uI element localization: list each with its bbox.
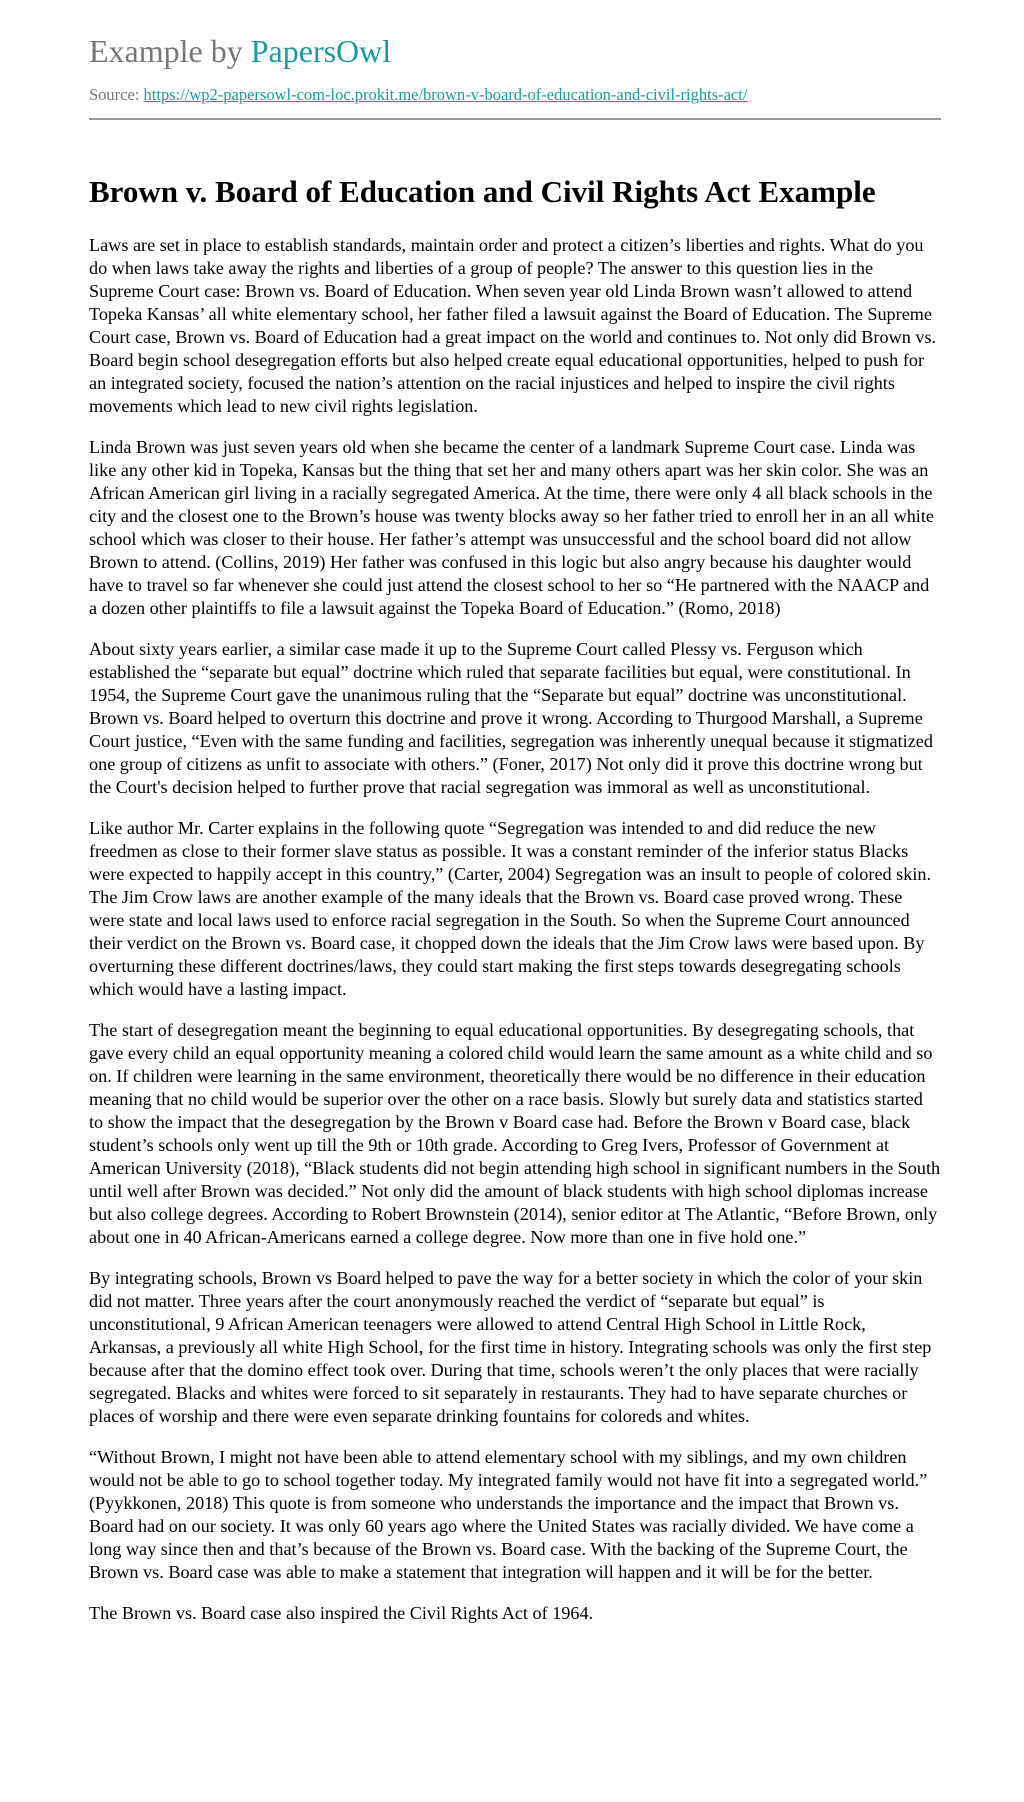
paragraph: Linda Brown was just seven years old when she became the center of a landmark Supreme Court case. Linda was like any other kid in Topeka, Kansas but the thing that set her and many others apart was her skin color. She was an African American girl living in a racially segregated America. At the time, there were only 4 all black schools in the city and the closest one to the Brown’s house was twenty blocks away so her father tried to enroll her in an all white school which was closer to their house. Her father’s attempt was unsuccessful and the school board did not allow Brown to attend. (Collins, 2019) Her father was confused in this logic but also angry because his daughter would have to travel so far whenever she could just attend the closest school to her so “He partnered with the NAACP and a dozen other plaintiffs to file a lawsuit against the Topeka Board of Education.” (Romo, 2018) [89,437,934,618]
brand-heading [89,0,941,70]
paragraph: The start of desegregation meant the beginning to equal educational opportunities. By desegregating schools, that gave every child an equal opportunity meaning a colored child would learn the same amount as a white child and so on. If children were learning in the same environment, theoretically there would be no difference in their education meaning that no child would be superior over the other on a race basis. Slowly but surely data and statistics started to show the impact that the desegregation by the Brown v Board case had. Before the Brown v Board case, black student’s schools only went up till the 9th or 10th grade. According to Greg Ivers, Professor of Government at American University (2018), “Black students did not begin attending high school in significant numbers in the South until well after Brown was decided.” Not only did the amount of black students with high school diplomas increase but also college degrees. According to Robert Brownstein (2014), senior editor at The Atlantic, “Before Brown, only about one in 40 African-Americans earned a college degree. Now more than one in five hold one.” [89,1020,941,1247]
brand-prefix: Example by [89,33,251,69]
paragraph: “Without Brown, I might not have been able to attend elementary school with my siblings, and my own children would not be able to go to school together today. My integrated family would not have fit into a segregated world.” (Pyykkonen, 2018) This quote is from someone who understands the importance and the impact that Brown vs. Board had on our society. It was only 60 years ago where the United States was racially divided. We have come a long way since then and that’s because of the Brown vs. Board case. With the backing of the Supreme Court, the Brown vs. Board case was able to make a statement that integration will happen and it will be for the better. [89,1447,928,1582]
paragraph: The Brown vs. Board case also inspired the Civil Rights Act of 1964. [89,1603,594,1623]
source-line [89,84,941,106]
paragraph: About sixty years earlier, a similar case made it up to the Supreme Court called Plessy vs. Ferguson which established the “separate but equal” doctrine which ruled that separate facilities but equal, were constitutional. In 1954, the Supreme Court gave the unanimous ruling that the “Separate but equal” doctrine was unconstitutional. Brown vs. Board helped to overturn this doctrine and prove it wrong. According to Thurgood Marshall, a Supreme Court justice, “Even with the same funding and facilities, segregation was inherently unequal because it stigmatized one group of citizens as unfit to associate with others.” (Foner, 2017) Not only did it prove this doctrine wrong but the Court's decision helped to further prove that racial segregation was immoral as well as unconstitutional. [89,639,933,797]
paragraph: Laws are set in place to establish standards, maintain order and protect a citizen’s liberties and rights. What do you do when laws take away the rights and liberties of a group of people? The answer to this question lies in the Supreme Court case: Brown vs. Board of Education. When seven year old Linda Brown wasn’t allowed to attend Topeka Kansas’ all white elementary school, her father filed a lawsuit against the Board of Education. The Supreme Court case, Brown vs. Board of Education had a great impact on the world and continues to. Not only did Brown vs. Board begin school desegregation efforts but also helped create equal educational opportunities, helped to push for an integrated society, focused the nation’s attention on the racial injustices and helped to inspire the civil rights movements which lead to new civil rights legislation. [89,235,937,416]
header-divider [89,118,941,120]
document-page [89,0,941,1625]
paragraph: Like author Mr. Carter explains in the following quote “Segregation was intended to and did reduce the new freedmen as close to their former slave status as possible. It was a constant reminder of the inferior status Blacks were expected to happily accept in this country,” (Carter, 2004) Segregation was an insult to people of colored skin. The Jim Crow laws are another example of the many ideals that the Brown vs. Board case proved wrong. These were state and local laws used to enforce racial segregation in the South. So when the Supreme Court announced their verdict on the Brown vs. Board case, it chopped down the ideals that the Jim Crow laws were based upon. By overturning these different doctrines/laws, they could start making the first steps towards desegregating schools which would have a lasting impact. [89,818,932,999]
essay-body [89,234,941,1625]
source-label: Source: [89,85,144,104]
source-link[interactable]: https://wp2-papersowl-com-loc.prokit.me/brown-v-board-of-education-and-civil-rights-act/ [143,85,748,104]
brand-name[interactable]: PapersOwl [250,33,392,69]
essay-title: Brown v. Board of Education and Civil Rights Act Example [89,174,876,209]
paragraph: By integrating schools, Brown vs Board helped to pave the way for a better society in which the color of your skin did not matter. Three years after the court anonymously reached the verdict of “separate but equal” is unconstitutional, 9 African American teenagers were allowed to attend Central High School in Little Rock, Arkansas, a previously all white High School, for the first time in history. Integrating schools was only the first step because after that the domino effect took over. During that time, schools weren’t the only places that were racially segregated. Blacks and whites were forced to sit separately in restaurants. They had to have separate churches or places of worship and there were even separate drinking fountains for coloreds and whites. [89,1268,932,1426]
